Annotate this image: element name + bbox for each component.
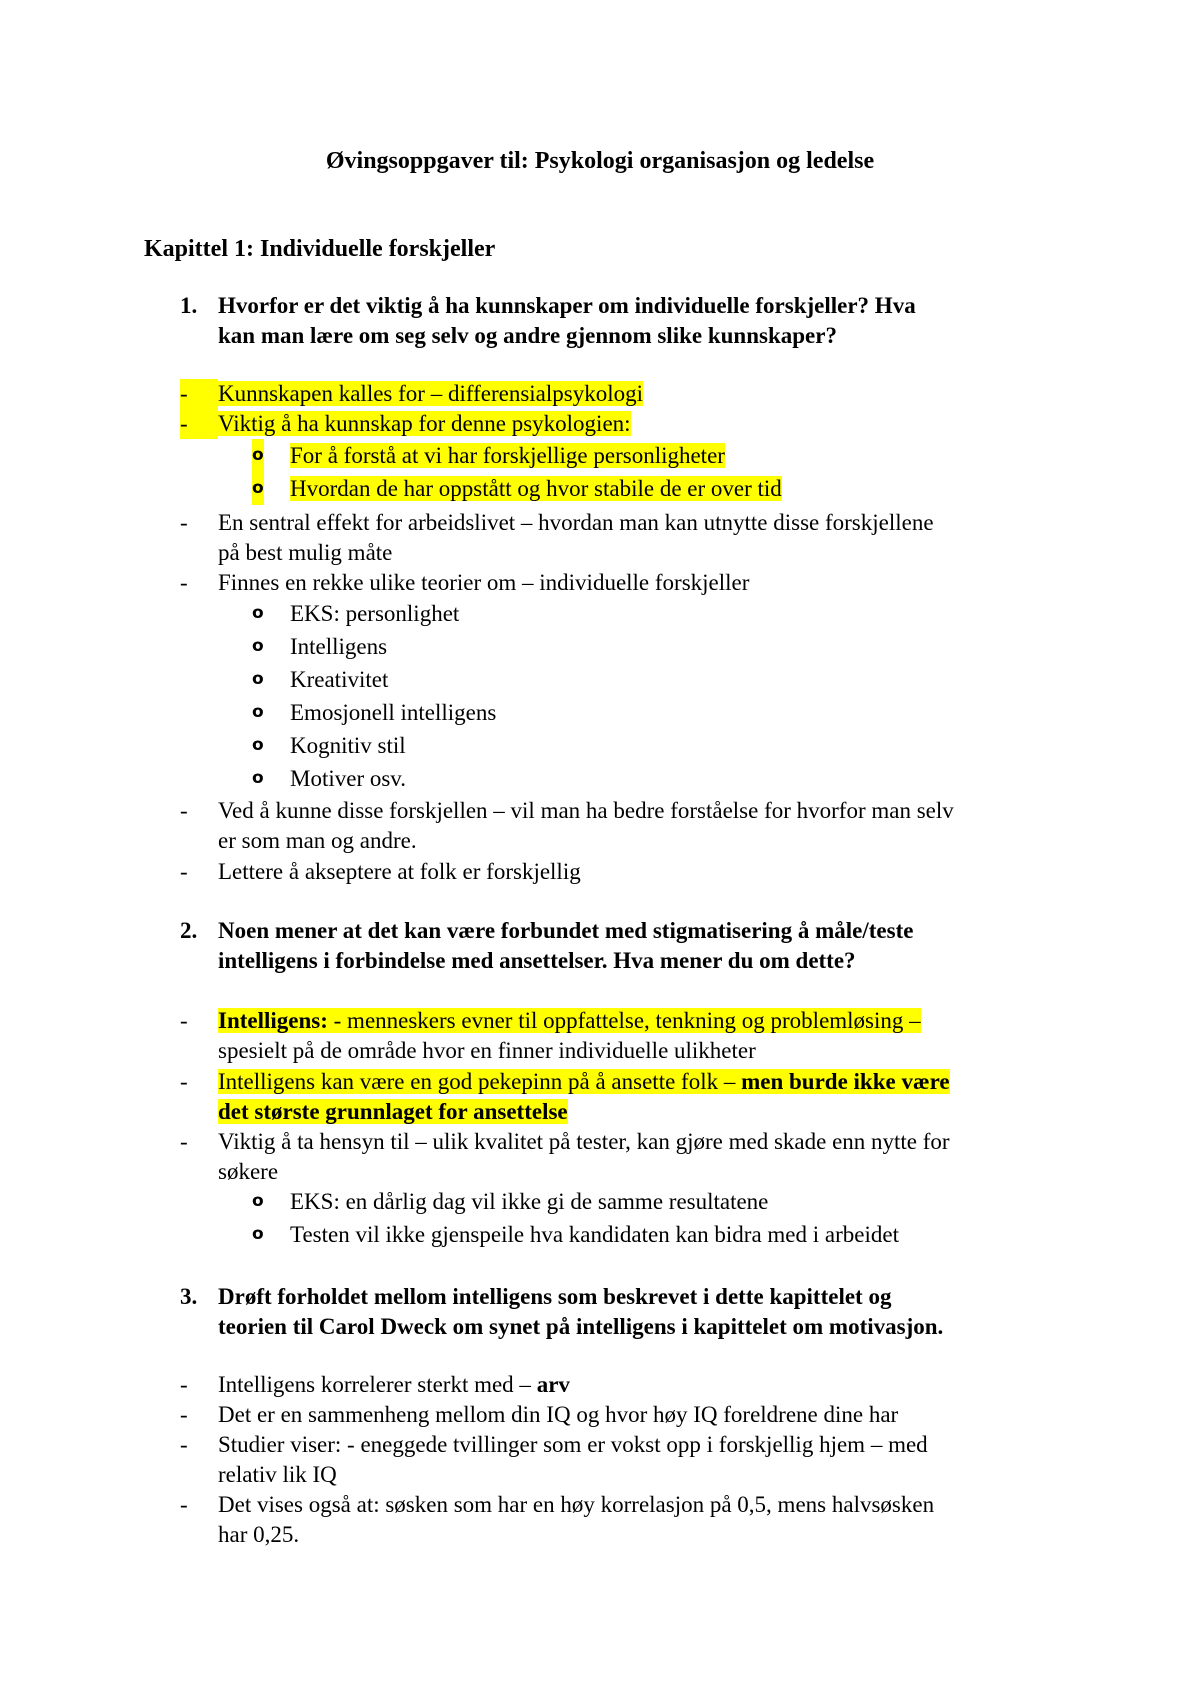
- list-item: [180, 1127, 1060, 1187]
- list-item: [180, 508, 1060, 568]
- sub-list-item: [252, 1185, 1052, 1218]
- bullet-marker: o: [252, 472, 264, 505]
- question-number: 3.: [180, 1284, 198, 1309]
- answer-text: - menneskers evner til oppfattelse, tenkning og problemløsing –: [327, 1008, 921, 1033]
- sub-list-item: [252, 729, 1052, 762]
- dash-marker: -: [180, 1402, 188, 1427]
- answer-text-line: på best mulig måte: [218, 540, 393, 565]
- list-item: [180, 1370, 1060, 1400]
- bullet-marker: o: [252, 768, 264, 788]
- bullet-marker: o: [252, 702, 264, 722]
- dash-marker: -: [180, 1129, 188, 1154]
- bullet-marker: o: [252, 636, 264, 656]
- dash-marker: -: [180, 510, 188, 535]
- dash-marker: -: [180, 798, 188, 823]
- answer-text-line: relativ lik IQ: [218, 1462, 337, 1487]
- question-text-line: kan man lære om seg selv og andre gjennom slike kunnskaper?: [218, 323, 837, 348]
- bullet-marker: o: [252, 1224, 264, 1244]
- bullet-marker: o: [252, 603, 264, 623]
- list-item: [180, 796, 1060, 856]
- answer-text-line: er som man og andre.: [218, 828, 417, 853]
- answer-emphasis: det største grunnlaget for ansettelse: [218, 1099, 568, 1124]
- answer-text-line: har 0,25.: [218, 1522, 300, 1547]
- answer-emphasis: arv: [536, 1372, 570, 1397]
- list-item: [180, 857, 1060, 887]
- answer-text: Testen vil ikke gjenspeile hva kandidaten kan bidra med i arbeidet: [290, 1222, 899, 1247]
- dash-marker: -: [180, 859, 188, 884]
- question-text-line: Drøft forholdet mellom intelligens som beskrevet i dette kapittelet og: [218, 1284, 892, 1309]
- bullet-marker: o: [252, 1191, 264, 1211]
- term-label: Intelligens:: [218, 1008, 328, 1033]
- sub-list-item: [252, 696, 1052, 729]
- sub-list-item: [252, 472, 1052, 505]
- dash-marker: -: [180, 409, 218, 439]
- question-number: 2.: [180, 918, 198, 943]
- sub-list-item: [252, 597, 1052, 630]
- dash-marker: -: [180, 1372, 188, 1397]
- dash-marker: -: [180, 570, 188, 595]
- answer-text: Intelligens: [290, 634, 388, 659]
- question-text-line: Noen mener at det kan være forbundet med stigmatisering å måle/teste: [218, 918, 914, 943]
- list-item: [180, 1490, 1060, 1550]
- answer-text: Intelligens kan være en god pekepinn på å ansette folk –: [218, 1069, 742, 1094]
- question-text-line: teorien til Carol Dweck om synet på intelligens i kapittelet om motivasjon.: [218, 1314, 944, 1339]
- list-item: [180, 1400, 1060, 1430]
- answer-text: EKS: en dårlig dag vil ikke gi de samme resultatene: [290, 1189, 769, 1214]
- sub-list-item: [252, 663, 1052, 696]
- answer-text-line: En sentral effekt for arbeidslivet – hvordan man kan utnytte disse forskjellene: [218, 510, 934, 535]
- answer-text: Lettere å akseptere at folk er forskjellig: [218, 859, 581, 884]
- answer-text: Hvordan de har oppstått og hvor stabile de er over tid: [290, 476, 782, 501]
- answer-text-line: Ved å kunne disse forskjellen – vil man ha bedre forståelse for hvorfor man selv: [218, 798, 954, 823]
- sub-list-item: [252, 439, 1052, 472]
- answer-text: EKS: personlighet: [290, 601, 460, 626]
- question-1: [180, 291, 1060, 351]
- question-number: 1.: [180, 293, 198, 318]
- answer-text: Kunnskapen kalles for – differensialpsykologi: [218, 381, 643, 406]
- list-item: [180, 1067, 1060, 1127]
- sub-list-item: [252, 630, 1052, 663]
- answer-text-line: Studier viser: - eneggede tvillinger som er vokst opp i forskjellig hjem – med: [218, 1432, 928, 1457]
- answer-text-line: Viktig å ta hensyn til – ulik kvalitet på tester, kan gjøre med skade enn nytte for: [218, 1129, 950, 1154]
- answer-emphasis: men burde ikke være: [741, 1069, 950, 1094]
- dash-marker: -: [180, 1008, 188, 1033]
- answer-text: Finnes en rekke ulike teorier om – individuelle forskjeller: [218, 570, 750, 595]
- dash-marker: -: [180, 379, 218, 409]
- answer-text: Kognitiv stil: [290, 733, 406, 758]
- answer-text-line: søkere: [218, 1159, 279, 1184]
- dash-marker: -: [180, 1492, 188, 1517]
- list-item: [180, 1006, 1060, 1066]
- answer-text: Det er en sammenheng mellom din IQ og hvor høy IQ foreldrene dine har: [218, 1402, 899, 1427]
- answer-text: Motiver osv.: [290, 766, 407, 791]
- answer-text: For å forstå at vi har forskjellige personligheter: [290, 443, 725, 468]
- question-text-line: Hvorfor er det viktig å ha kunnskaper om individuelle forskjeller? Hva: [218, 293, 916, 318]
- chapter-heading: Kapittel 1: Individuelle forskjeller: [144, 236, 496, 262]
- dash-marker: -: [180, 1432, 188, 1457]
- dash-marker: -: [180, 1069, 188, 1094]
- answer-text: Emosjonell intelligens: [290, 700, 497, 725]
- sub-list-item: [252, 762, 1052, 795]
- question-2: [180, 916, 1060, 976]
- list-item: [180, 568, 1060, 598]
- list-item: [180, 1430, 1060, 1490]
- question-3: [180, 1282, 1060, 1342]
- answer-text: Kreativitet: [290, 667, 389, 692]
- bullet-marker: o: [252, 669, 264, 689]
- answer-text-line: spesielt på de område hvor en finner individuelle ulikheter: [218, 1038, 756, 1063]
- answer-text: Viktig å ha kunnskap for denne psykologien:: [218, 411, 631, 436]
- answer-text-line: Det vises også at: søsken som har en høy korrelasjon på 0,5, mens halvsøsken: [218, 1492, 935, 1517]
- bullet-marker: o: [252, 735, 264, 755]
- list-item: [180, 379, 1060, 409]
- list-item: [180, 409, 1060, 439]
- question-text-line: intelligens i forbindelse med ansettelser. Hva mener du om dette?: [218, 948, 856, 973]
- sub-list-item: [252, 1218, 1052, 1251]
- bullet-marker: o: [252, 439, 264, 472]
- document-title: Øvingsoppgaver til: Psykologi organisasjon og ledelse: [325, 148, 875, 174]
- answer-text: Intelligens korrelerer sterkt med –: [218, 1372, 537, 1397]
